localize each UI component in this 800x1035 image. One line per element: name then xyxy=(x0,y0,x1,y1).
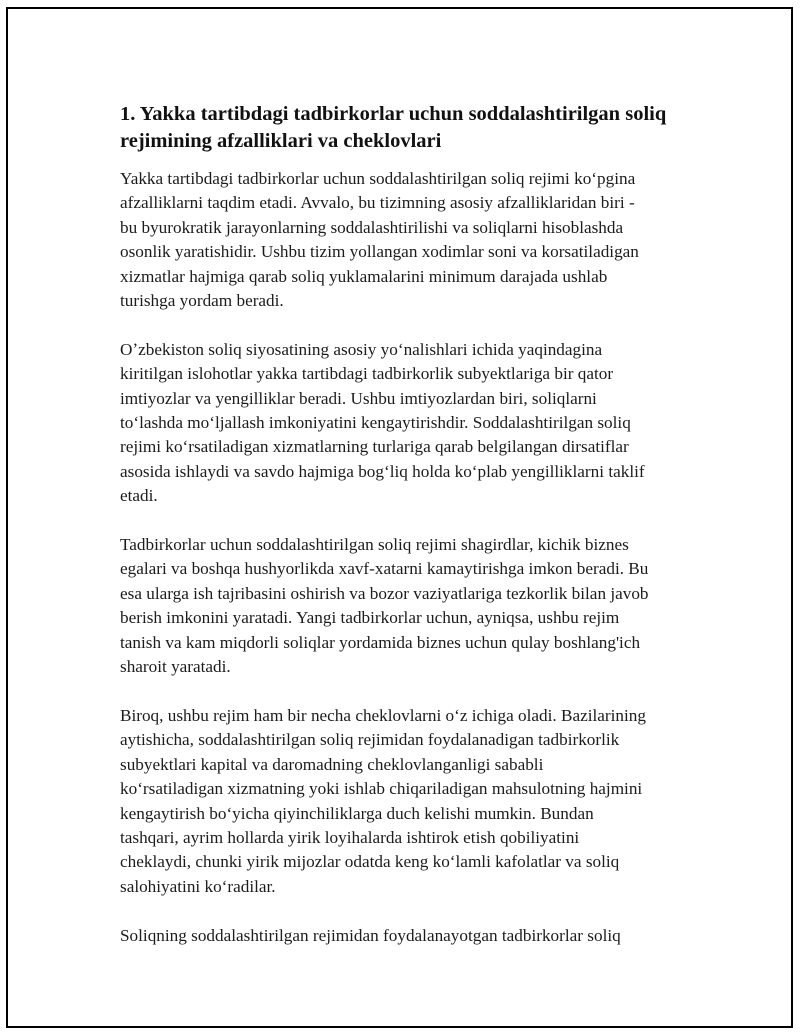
paragraph-line: afzalliklarni taqdim etadi. Avvalo, bu tizimning asosiy afzalliklaridan biri - xyxy=(120,193,635,213)
paragraph-line: aytishicha, soddalashtirilgan soliq rejimidan foydalanadigan tadbirkorlik xyxy=(120,730,620,750)
paragraph-line: etadi. xyxy=(120,486,158,506)
paragraph-line: Biroq, ushbu rejim ham bir necha cheklovlarni oʻz ichiga oladi. Bazilarining xyxy=(120,705,646,725)
section-heading xyxy=(120,101,696,155)
paragraph-line: Soliqning soddalashtirilgan rejimidan foydalanayotgan tadbirkorlar soliq xyxy=(120,925,621,945)
paragraph-line: subyektlari kapital va daromadning cheklovlanganligi sababli xyxy=(120,754,544,774)
paragraph-line: egalari va boshqa hushyorlikda xavf-xatarni kamaytirishga imkon beradi. Bu xyxy=(120,559,649,579)
paragraph-line: salohiyatini koʻradilar. xyxy=(120,876,276,896)
paragraph-line: rejimi koʻrsatiladigan xizmatlarning turlariga qarab belgilangan dirsatiflar xyxy=(120,437,629,457)
paragraph-line: tanish va kam miqdorli soliqlar yordamida biznes uchun qulay boshlang'ich xyxy=(120,632,641,652)
paragraph-line: bu byurokratik jarayonlarning soddalashtirilishi va soliqlarni hisoblashda xyxy=(120,217,624,237)
body-paragraph xyxy=(120,338,696,509)
paragraph-line: turishga yordam beradi. xyxy=(120,291,284,311)
paragraph-line: kiritilgan islohotlar yakka tartibdagi tadbirkorlik subyektlariga bir qator xyxy=(120,364,614,384)
paragraph-list xyxy=(120,167,696,948)
document-page xyxy=(6,7,793,1028)
paragraph-line: esa ularga ish tajribasini oshirish va bozor vaziyatlariga tezkorlik bilan javob xyxy=(120,583,649,603)
paragraph-line: tashqari, ayrim hollarda yirik loyihalarda ishtirok etish qobiliyatini xyxy=(120,827,580,847)
heading-line: 1. Yakka tartibdagi tadbirkorlar uchun soddalashtirilgan soliq xyxy=(120,103,667,125)
body-paragraph xyxy=(120,167,696,313)
paragraph-line: Yakka tartibdagi tadbirkorlar uchun soddalashtirilgan soliq rejimi koʻpgina xyxy=(120,169,636,188)
paragraph-line: berish imkonini yaratadi. Yangi tadbirkorlar uchun, ayniqsa, ushbu rejim xyxy=(120,608,620,628)
body-paragraph xyxy=(120,924,696,948)
body-paragraph xyxy=(120,533,696,679)
paragraph-line: koʻrsatiladigan xizmatning yoki ishlab chiqariladigan mahsulotning hajmini xyxy=(120,779,643,799)
heading-line: rejimining afzalliklari va cheklovlari xyxy=(120,130,442,152)
paragraph-line: Tadbirkorlar uchun soddalashtirilgan soliq rejimi shagirdlar, kichik biznes xyxy=(120,535,629,555)
paragraph-line: sharoit yaratadi. xyxy=(120,657,231,677)
paragraph-line: imtiyozlar va yengilliklar beradi. Ushbu imtiyozlardan biri, soliqlarni xyxy=(120,388,597,408)
paragraph-line: cheklaydi, chunki yirik mijozlar odatda keng koʻlamli kafolatlar va soliq xyxy=(120,852,620,872)
document-content xyxy=(120,101,696,972)
paragraph-line: toʻlashda moʻljallash imkoniyatini kengaytirishdir. Soddalashtirilgan soliq xyxy=(120,413,631,433)
paragraph-line: Oʼzbekiston soliq siyosatining asosiy yoʻnalishlari ichida yaqindagina xyxy=(120,339,603,359)
paragraph-line: kengaytirish boʻyicha qiyinchiliklarga duch kelishi mumkin. Bundan xyxy=(120,803,594,823)
paragraph-line: xizmatlar hajmiga qarab soliq yuklamalarini minimum darajada ushlab xyxy=(120,266,608,286)
body-paragraph xyxy=(120,704,696,899)
paragraph-line: osonlik yaratishidir. Ushbu tizim yollangan xodimlar soni va korsatiladigan xyxy=(120,242,639,262)
paragraph-line: asosida ishlaydi va savdo hajmiga bogʻliq holda koʻplab yengilliklarni taklif xyxy=(120,461,645,481)
